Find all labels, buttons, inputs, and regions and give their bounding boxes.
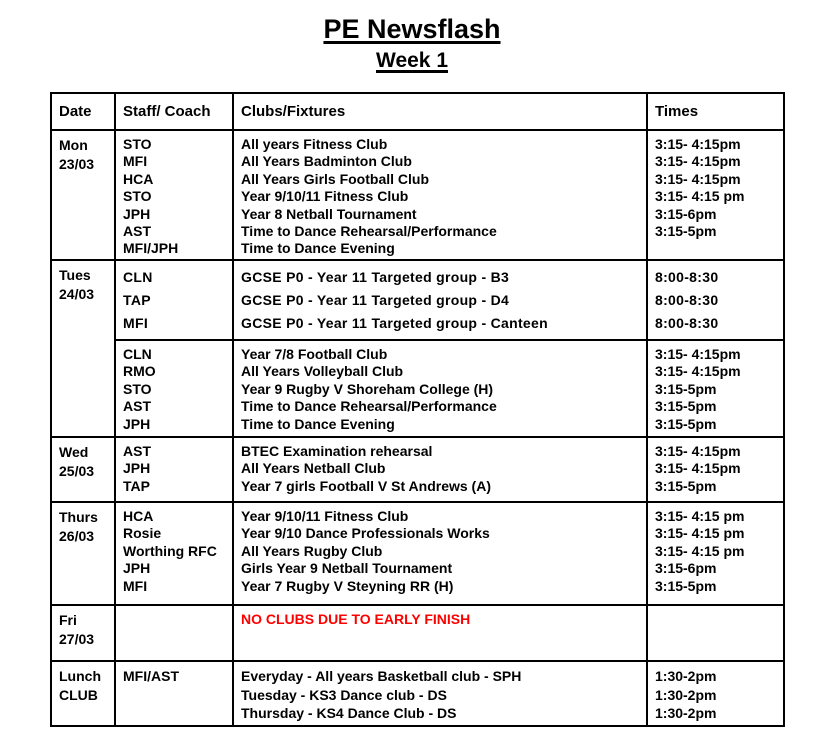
tuesday-afternoon-times-cell — [647, 340, 784, 437]
cell-line: 3:15- 4:15pm — [655, 460, 741, 477]
cell-line: TAP — [123, 292, 151, 308]
cell-line: Mon — [59, 137, 88, 153]
cell-line: GCSE P0 - Year 11 Targeted group - B3 — [241, 269, 510, 285]
cell-line: All years Fitness Club — [241, 136, 388, 152]
cell-line: 24/03 — [59, 286, 95, 302]
cell-line: HCA — [123, 170, 154, 187]
cell-line: HCA — [123, 508, 154, 524]
cell-line: CLUB — [59, 687, 98, 703]
cell-line: Year 7/8 Football Club — [241, 346, 388, 362]
monday-times-cell — [647, 130, 784, 260]
cell-line: GCSE P0 - Year 11 Targeted group - Canteen — [241, 315, 548, 331]
cell-line: MFI — [123, 577, 148, 594]
cell-line: 3:15-5pm — [655, 398, 717, 415]
cell-line: JPH — [123, 415, 151, 432]
cell-line: AST — [123, 222, 151, 239]
row-friday — [51, 605, 784, 661]
cell-line: 26/03 — [59, 528, 95, 544]
cell-line: 3:15- 4:15 pm — [655, 542, 745, 559]
cell-line: Rosie — [123, 525, 162, 542]
cell-line: Thurs — [59, 509, 98, 525]
friday-date-cell — [51, 605, 115, 661]
cell-line: Year 7 girls Football V St Andrews (A) — [241, 477, 491, 494]
cell-line: CLN — [123, 269, 153, 285]
cell-line: Year 9/10/11 Fitness Club — [241, 188, 409, 205]
cell-line: STO — [123, 188, 152, 205]
header-staff-coach: Staff/ Coach — [115, 93, 233, 130]
cell-line: All Years Girls Football Club — [241, 170, 430, 187]
cell-line: JPH — [123, 460, 151, 477]
cell-line: STO — [123, 380, 152, 397]
cell-line: AST — [123, 443, 151, 459]
thursday-date-cell — [51, 502, 115, 605]
cell-line: BTEC Examination rehearsal — [241, 443, 433, 459]
cell-line: Year 9/10 Dance Professionals Works — [241, 525, 490, 542]
thursday-clubs-cell — [233, 502, 647, 605]
thursday-staff-cell — [115, 502, 233, 605]
cell-line: 25/03 — [59, 463, 95, 479]
friday-clubs-cell — [233, 605, 647, 661]
cell-line: 8:00-8:30 — [655, 292, 719, 308]
cell-line: CLN — [123, 346, 152, 362]
cell-line: 3:15-5pm — [655, 380, 717, 397]
wednesday-clubs-cell — [233, 437, 647, 502]
cell-line: Thursday - KS4 Dance Club - DS — [241, 705, 457, 721]
monday-date-cell — [51, 130, 115, 260]
cell-line: 8:00-8:30 — [655, 269, 719, 285]
tuesday-date-cell — [51, 260, 115, 437]
row-tuesday-afternoon — [51, 340, 784, 437]
tuesday-morning-staff-cell — [115, 260, 233, 340]
cell-line: RMO — [123, 363, 156, 380]
schedule-table — [50, 92, 785, 727]
tuesday-afternoon-clubs-cell — [233, 340, 647, 437]
cell-line: 3:15- 4:15 pm — [655, 508, 745, 524]
cell-line: 1:30-2pm — [655, 705, 717, 721]
cell-line: Fri — [59, 612, 77, 628]
tuesday-afternoon-staff-cell — [115, 340, 233, 437]
cell-line: 3:15- 4:15pm — [655, 346, 741, 362]
row-lunch-club — [51, 661, 784, 726]
wednesday-date-cell — [51, 437, 115, 502]
cell-line: Tues — [59, 267, 91, 283]
cell-line: Time to Dance Evening — [241, 240, 395, 257]
cell-line: Tuesday - KS3 Dance club - DS — [241, 686, 447, 703]
cell-line: MFI — [123, 153, 148, 170]
cell-line: MFI — [123, 315, 149, 331]
cell-line: 3:15-5pm — [655, 415, 717, 432]
no-clubs-notice: NO CLUBS DUE TO EARLY FINISH — [241, 611, 471, 627]
cell-line: Girls Year 9 Netball Tournament — [241, 560, 453, 577]
cell-line: 3:15- 4:15pm — [655, 136, 741, 152]
cell-line: 8:00-8:30 — [655, 315, 719, 331]
row-thursday — [51, 502, 784, 605]
cell-line: 3:15- 4:15 pm — [655, 188, 745, 205]
cell-line: All Years Volleyball Club — [241, 363, 404, 380]
cell-line: AST — [123, 398, 151, 415]
header-row — [51, 93, 784, 130]
cell-line: 3:15- 4:15pm — [655, 363, 741, 380]
page-title: PE Newsflash — [323, 14, 501, 44]
cell-line: Time to Dance Rehearsal/Performance — [241, 398, 497, 415]
cell-line: All Years Netball Club — [241, 460, 386, 477]
monday-clubs-cell — [233, 130, 647, 260]
cell-line: TAP — [123, 477, 150, 494]
row-monday — [51, 130, 784, 260]
wednesday-times-cell — [647, 437, 784, 502]
cell-line: STO — [123, 136, 152, 152]
row-wednesday — [51, 437, 784, 502]
cell-line: GCSE P0 - Year 11 Targeted group - D4 — [241, 292, 510, 308]
row-tuesday-morning — [51, 260, 784, 340]
cell-line: MFI/AST — [123, 668, 179, 684]
lunch-date-cell — [51, 661, 115, 726]
cell-line: 3:15- 4:15 pm — [655, 525, 745, 542]
cell-line: 1:30-2pm — [655, 686, 717, 703]
friday-times-cell — [647, 605, 784, 661]
cell-line: JPH — [123, 205, 151, 222]
wednesday-staff-cell — [115, 437, 233, 502]
cell-line: Year 9 Rugby V Shoreham College (H) — [241, 380, 494, 397]
cell-line: Time to Dance Evening — [241, 415, 395, 432]
tuesday-morning-times-cell — [647, 260, 784, 340]
header-clubs-fixtures: Clubs/Fixtures — [233, 93, 647, 130]
cell-line: Year 8 Netball Tournament — [241, 205, 417, 222]
cell-line: 3:15-5pm — [655, 577, 717, 594]
cell-line: Worthing RFC — [123, 542, 217, 559]
friday-staff-cell — [115, 605, 233, 661]
cell-line: 3:15-5pm — [655, 222, 717, 239]
cell-line: 27/03 — [59, 631, 95, 647]
cell-line: Year 9/10/11 Fitness Club — [241, 508, 409, 524]
cell-line: 3:15- 4:15pm — [655, 443, 741, 459]
lunch-staff-cell — [115, 661, 233, 726]
monday-staff-cell — [115, 130, 233, 260]
thursday-times-cell — [647, 502, 784, 605]
cell-line: 1:30-2pm — [655, 668, 717, 684]
cell-line: 3:15-5pm — [655, 477, 717, 494]
cell-line: 3:15-6pm — [655, 205, 717, 222]
cell-line: Year 7 Rugby V Steyning RR (H) — [241, 577, 454, 594]
cell-line: 3:15- 4:15pm — [655, 170, 741, 187]
cell-line: Everyday - All years Basketball club - SPH — [241, 668, 522, 684]
cell-line: 3:15- 4:15pm — [655, 153, 741, 170]
cell-line: 23/03 — [59, 156, 95, 172]
cell-line: Lunch — [59, 668, 101, 684]
header-times: Times — [647, 93, 784, 130]
cell-line: JPH — [123, 560, 151, 577]
tuesday-morning-clubs-cell — [233, 260, 647, 340]
cell-line: MFI/JPH — [123, 240, 179, 257]
cell-line: All Years Rugby Club — [241, 542, 383, 559]
cell-line: 3:15-6pm — [655, 560, 717, 577]
page-subtitle: Week 1 — [376, 49, 448, 72]
cell-line: Time to Dance Rehearsal/Performance — [241, 222, 497, 239]
lunch-clubs-cell — [233, 661, 647, 726]
lunch-times-cell — [647, 661, 784, 726]
cell-line: All Years Badminton Club — [241, 153, 412, 170]
cell-line: Wed — [59, 444, 89, 460]
header-date: Date — [51, 93, 115, 130]
